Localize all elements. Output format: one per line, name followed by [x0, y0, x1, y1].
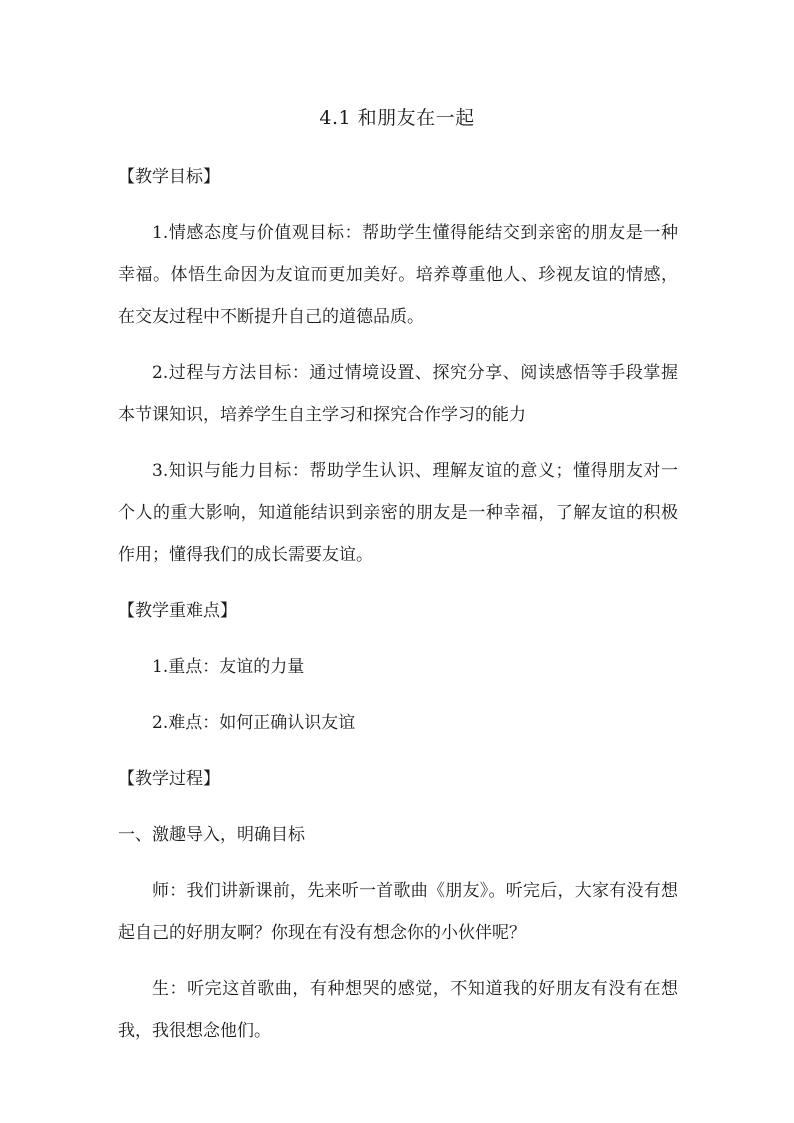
- process-step-1-heading: 一、激趣导入，明确目标: [118, 825, 305, 845]
- section-heading-goals: 【教学目标】: [118, 167, 220, 187]
- section-heading-process: 【教学过程】: [118, 769, 220, 789]
- goal-paragraph-3: 3.知识与能力目标：帮助学生认识、理解友谊的意义；懂得朋友对一个人的重大影响，知道能结识到亲密的朋友是一种幸福，了解友谊的积极作用；懂得我们的成长需要友谊。: [118, 461, 678, 565]
- goal-paragraph-2: 2.过程与方法目标：通过情境设置、探究分享、阅读感悟等手段掌握本节课知识，培养学生自主学习和探究合作学习的能力: [118, 363, 678, 425]
- teacher-dialogue: 师：我们讲新课前，先来听一首歌曲《朋友》。听完后，大家有没有想起自己的好朋友啊？你现在有没有想念你的小伙伴呢？: [118, 881, 678, 943]
- goal-paragraph-1: 1.情感态度与价值观目标：帮助学生懂得能结交到亲密的朋友是一种幸福。体悟生命因为友谊而更加美好。培养尊重他人、珍视友谊的情感，在交友过程中不断提升自己的道德品质。: [118, 223, 678, 327]
- section-heading-key-points: 【教学重难点】: [118, 601, 237, 621]
- student-dialogue: 生：听完这首歌曲，有种想哭的感觉，不知道我的好朋友有没有在想我，我很想念他们。: [118, 979, 678, 1041]
- key-point-2: 2.难点：如何正确认识友谊: [152, 713, 356, 733]
- document-body: [118, 156, 678, 1066]
- key-point-1: 1.重点：友谊的力量: [152, 657, 305, 677]
- page-title: 4.1 和朋友在一起: [319, 107, 475, 129]
